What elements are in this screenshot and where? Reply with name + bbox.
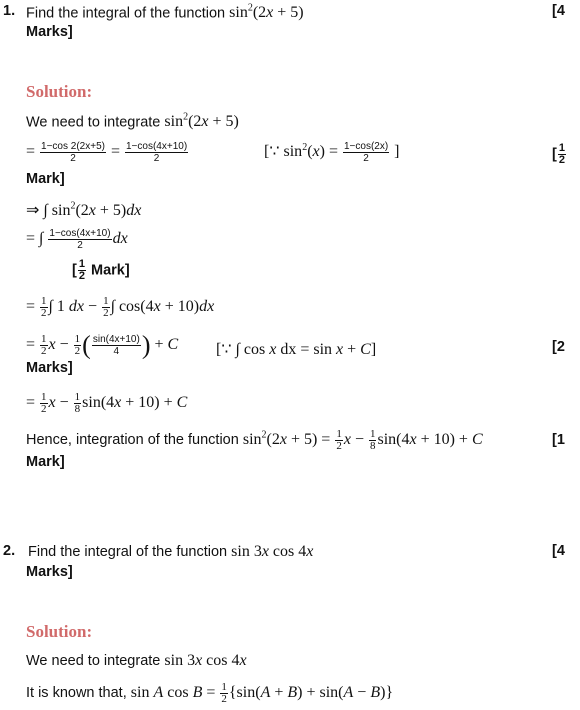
q1-step3-mark: [ $\frac{1}{2}$ Mark] [72,258,130,282]
q2-solution-heading: Solution: [26,622,93,641]
q1-hence [26,429,483,452]
q1-intro-expr: $\sin^2(2x + 5)$ [164,112,239,131]
q2-marks-open: [4 [552,543,565,559]
q1-solution-heading: Solution: [26,82,93,101]
q2-known-text: It is known that, [26,685,127,702]
q1-step1-hint: [∵ $\sin^2(x)$ = $\frac{1-\cos(2x)}{2}$ ] [264,141,400,164]
q1-step1-mark: Mark] [26,171,65,187]
q2-question-text: Find the integral of the function [28,544,228,560]
q2-intro-expr: sin 3x cos 4x [164,652,247,669]
q2-number: 2. [3,543,16,559]
q2-known [26,682,393,705]
q1-step5-hint: [∵ ∫ cos x dx = sin x + C] [216,341,377,358]
q2-intro [26,652,247,670]
q1-marks-close: Marks] [26,24,73,40]
q1-step1: = $\frac{1-\cos 2(2x+5)}{2}$ = $\frac{1-\cos(4x+10)}{2}$ [26,141,188,164]
q1-marks-open: [4 [552,3,565,19]
q2-question-expr: sin 3x cos 4x [231,543,314,560]
q2-question [28,543,313,561]
q1-hence-expr: $\sin^2(2x + 5)$ = $\frac{1}{2}$ x − $\frac{1}{8}$ sin(4x + 10) + C [242,428,483,452]
q1-hence-text: Hence, integration of the function [26,432,239,449]
q1-intro [26,112,239,131]
q1-question-expr: $\sin^2(2x + 5)$ [229,3,304,22]
q1-step4: = $\frac{1}{2}$ ∫ 1 dx − $\frac{1}{2}$ ∫ cos(4x + 10)dx [26,295,215,319]
q1-question [26,3,304,22]
q1-final-marks-open: [1 [552,432,565,448]
q1-step3-mark-label: Mark] [91,262,130,279]
q2-intro-text: We need to integrate [26,653,161,669]
q1-step2: ⇒ ∫ $\sin^2(2x + 5)dx$ [26,200,142,219]
q1-step6: = $\frac{1}{2}$ x − $\frac{1}{8}$ sin(4x + 10) + C [26,391,188,415]
q1-question-text: Find the integral of the function [26,5,226,22]
q1-number: 1. [3,3,16,19]
q1-intro-text: We need to integrate [26,114,161,131]
q1-final-marks-close: Mark] [26,454,65,470]
q1-step5-marks-close: Marks] [26,360,73,376]
q2-marks-close: Marks] [26,564,73,580]
q1-step3: = ∫ $\frac{1-\cos(4x+10)}{2}$ dx [26,228,128,251]
q2-known-expr: sin A cos B = $\frac{1}{2}$ {sin(A + B) + sin(A − B)} [130,681,394,705]
q1-step5: = $\frac{1}{2}$ x − $\frac{1}{2}$ ( $\frac{\sin(4x+10)}{4}$ ) + C [26,330,179,360]
q1-step5-marks-open: [2 [552,339,565,355]
q1-step1-half-mark: [ $\frac{1}{2}$ [552,142,565,166]
